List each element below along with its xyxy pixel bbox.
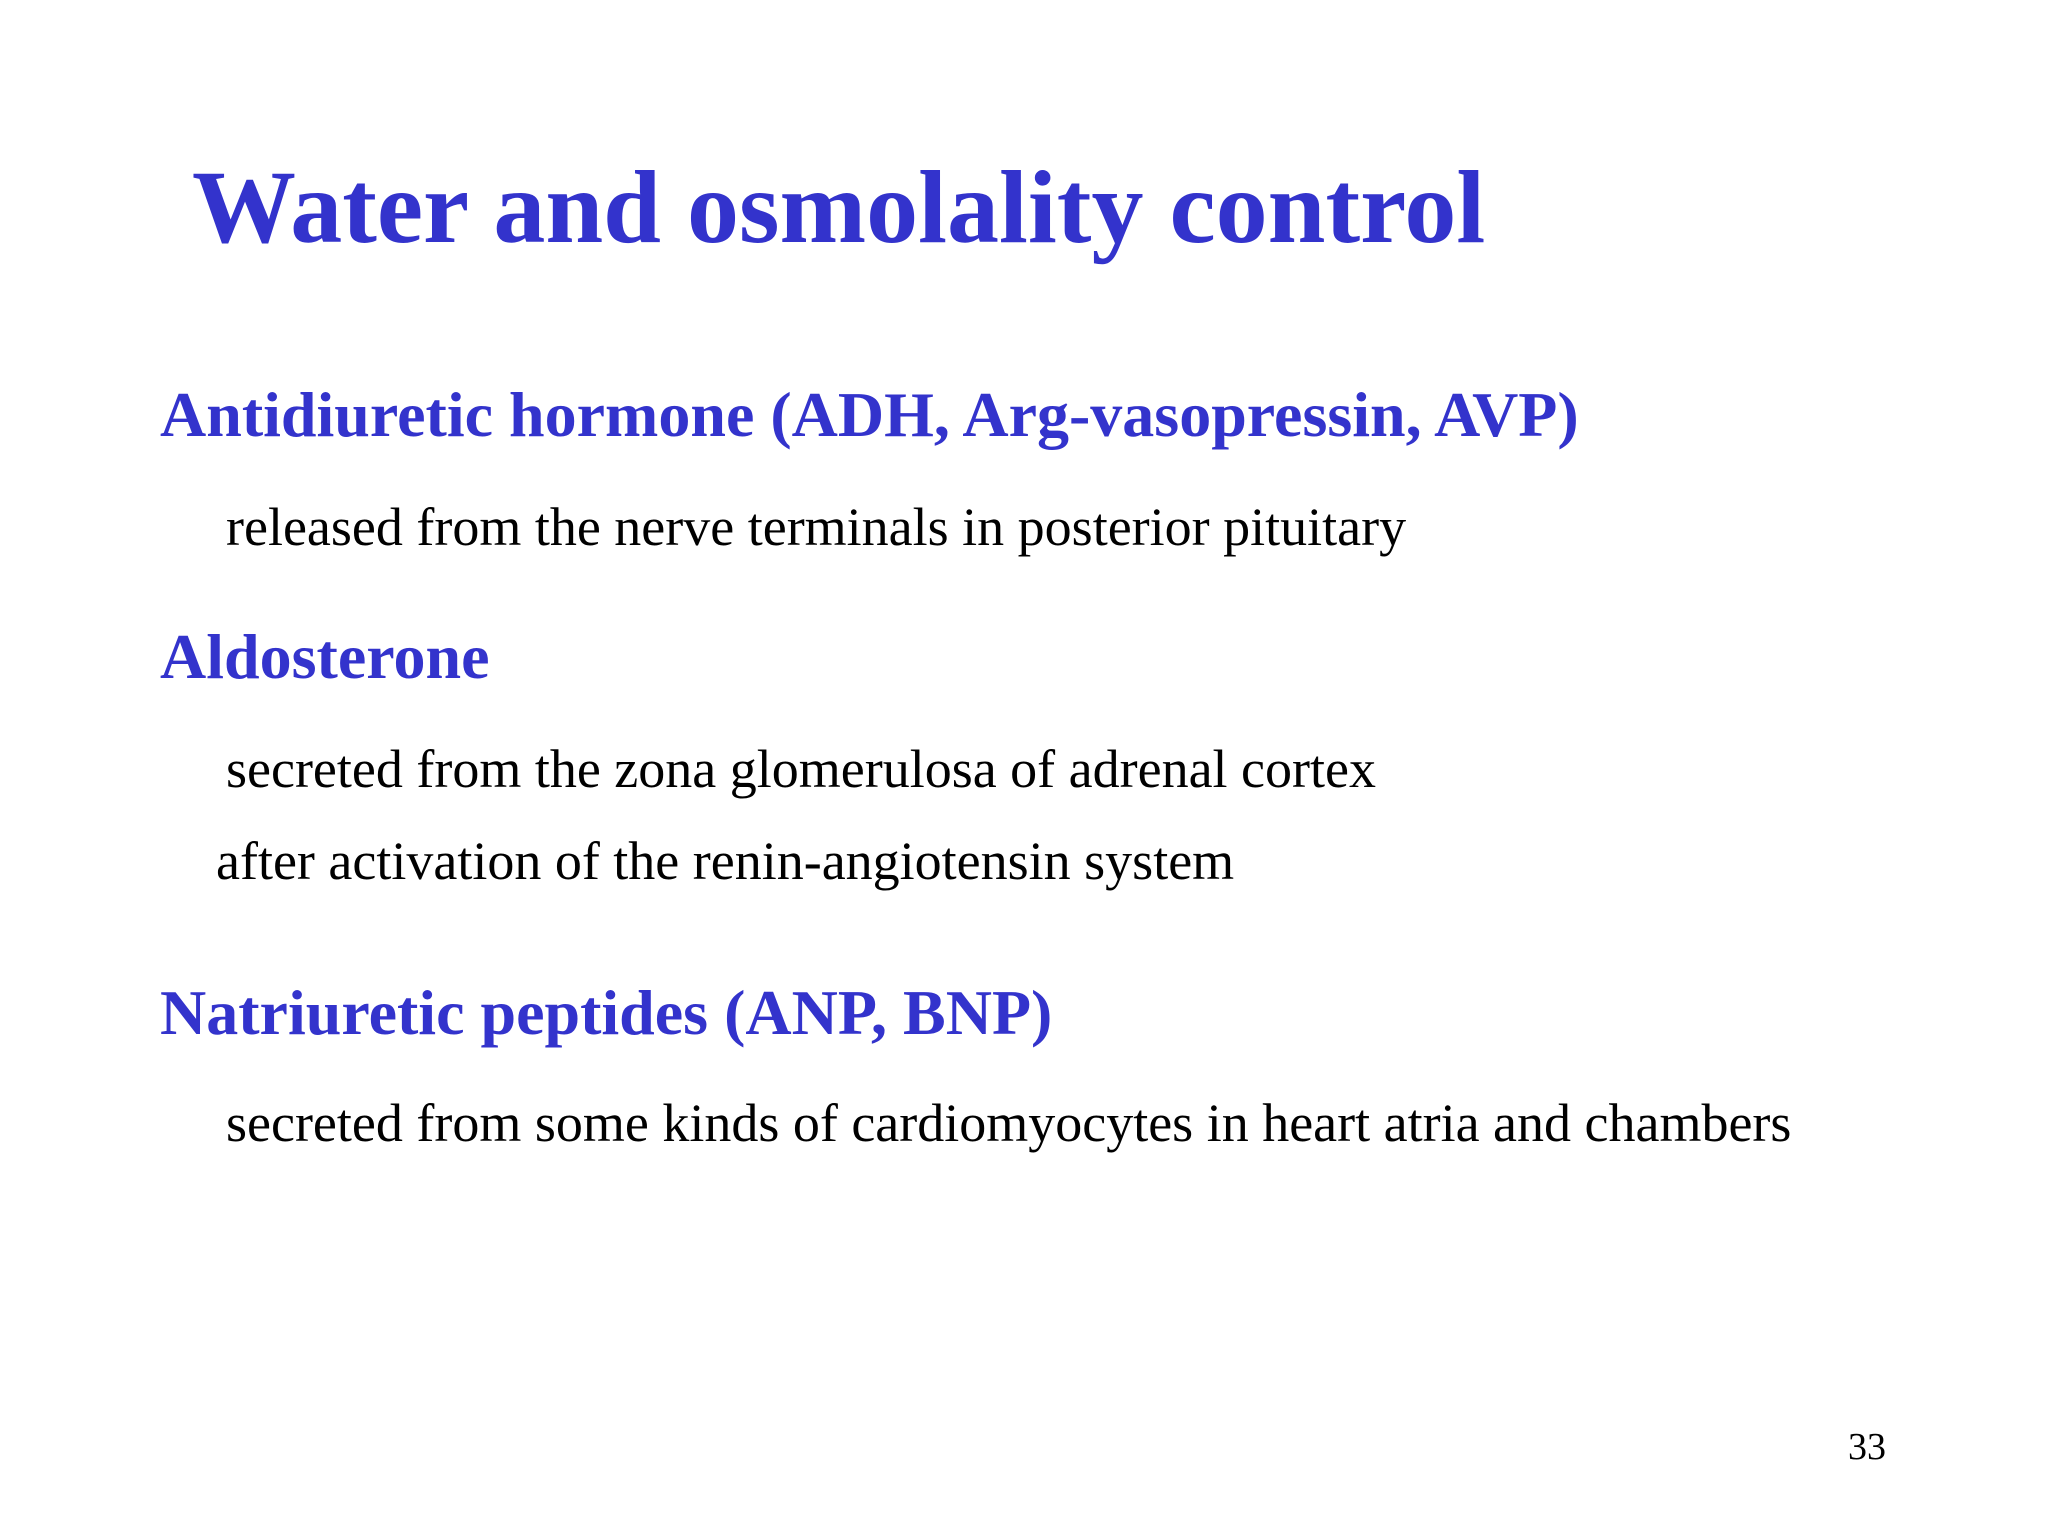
heading-aldosterone: Aldosterone — [160, 621, 490, 692]
adh-description: released from the nerve terminals in posterior pituitary — [226, 497, 1407, 557]
aldosterone-description-line-1: secreted from the zona glomerulosa of adrenal cortex — [226, 739, 1376, 799]
heading-adh: Antidiuretic hormone (ADH, Arg-vasopressin, AVP) — [160, 379, 1579, 450]
page-number: 33 — [1848, 1426, 1886, 1468]
slide-title: Water and osmolality control — [192, 150, 1486, 265]
aldosterone-description-line-2: after activation of the renin-angiotensin system — [216, 831, 1235, 891]
natriuretic-description: secreted from some kinds of cardiomyocytes in heart atria and chambers — [226, 1093, 1792, 1153]
heading-natriuretic-peptides: Natriuretic peptides (ANP, BNP) — [160, 977, 1053, 1048]
